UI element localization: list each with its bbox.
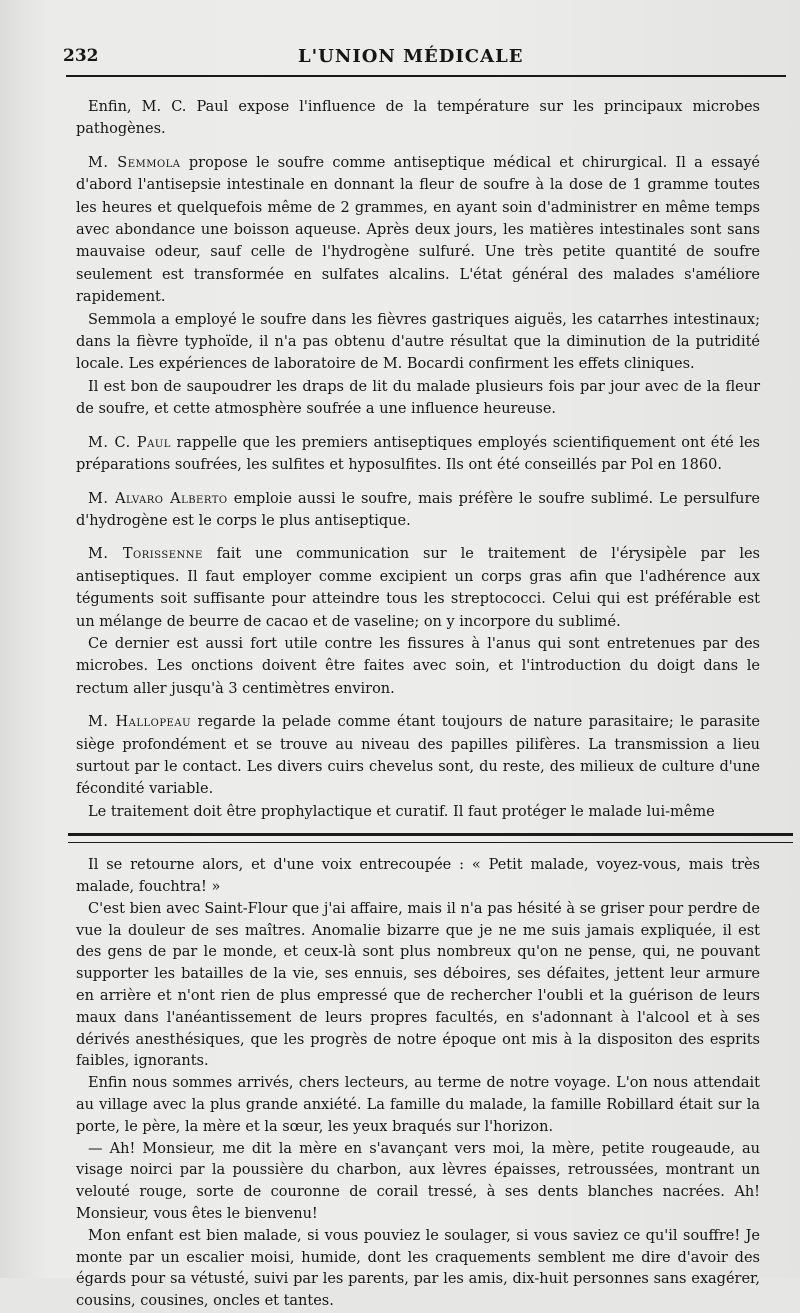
feuilleton-paragraph-3: Enfin nous sommes arrivés, chers lecteurs, au terme de notre voyage. L'on nous attendait au village avec la plus grande anxiété. La famille du malade, la famille Robillard était sur la porte, le père, la mère et la sœur, les yeux braqués sur l'horizon. <box>76 1075 760 1135</box>
speaker-semmola: M. Semmola <box>88 154 181 171</box>
semmola-text: propose le soufre comme antiseptique médical et chirurgical. Il a essayé d'abord l'antisepsie intestinale en donnant la fleur de soufre à la dose de 1 gramme toutes les heures et quelquefois même de 2 grammes, en ayant soin d'administrer en même temps avec abondance une boisson aqueuse. Après deux jours, les matières intestinales sont sans mauvaise odeur, sauf celle de l'hydrogène sulfuré. Une très petite quantité de soufre seulement est transformée en sulfates alcalins. L'état général des malades s'améliore rapidement. <box>76 154 760 306</box>
speaker-torissenne: M. Torissenne <box>88 546 203 563</box>
paragraph-semmola <box>76 152 760 309</box>
running-title: L'UNION MÉDICALE <box>298 46 524 67</box>
page-number: 232 <box>63 46 99 66</box>
feuilleton-paragraph-4: — Ah! Monsieur, me dit la mère en s'avançant vers moi, la mère, petite rougeaude, au visage noirci par la poussière du charbon, aux lèvres épaisses, retroussées, montrant un velouté rouge, sorte de couronne de corail tressé, à ses dents blanches nacrées. Ah! Monsieur, vous êtes le bienvenu! <box>76 1140 760 1222</box>
paragraph-semmola-fevers: Semmola a employé le soufre dans les fièvres gastriques aiguës, les catarrhes intestinaux; dans la fièvre typhoïde, il n'a pas obtenu d'autre résultat que la diminution de la putridité locale. Les expériences de laboratoire de M. Bocardi confirment les effets cliniques. <box>76 311 760 373</box>
torissenne-text: fait une communication sur le traitement de l'érysipèle par les antiseptiques. Il faut employer comme excipient un corps gras afin que l'adhérence aux téguments soit suffisante pour atteindre tous les streptococci. Celui qui est préférable est un mélange de beurre de cacao et de vaseline; on y incorpore du sublimé. <box>76 546 760 630</box>
feuilleton-paragraph-5: Mon enfant est bien malade, si vous pouviez le soulager, si vous saviez ce qu'il souffre! Je monte par un escalier moisi, humide, dont les craquements semblent me dire d'avoir des égards pour sa vétusté, suivi par les parents, par les amis, dix-huit personnes sans exagérer, cousins, cousines, oncles et tantes. <box>76 1227 760 1310</box>
paragraph-fissures: Ce dernier est aussi fort utile contre les fissures à l'anus qui sont entretenues par des microbes. Les onctions doivent être faites avec soin, et l'introduction du doigt dans le rectum aller jusqu'à 3 centimètres environ. <box>76 635 760 697</box>
speaker-c-paul: M. C. Paul <box>88 434 171 451</box>
paragraph-paul-temperature: Enfin, M. C. Paul expose l'influence de la température sur les principaux microbes pathogènes. <box>76 99 760 138</box>
c-paul-text: rappelle que les premiers antiseptiques employés scientifiquement ont été les préparations soufrées, les sulfites et hyposulfites. Ils ont été conseillés par Pol en 1860. <box>76 434 760 474</box>
paragraph-treatment: Le traitement doit être prophylactique et curatif. Il faut protéger le malade lui-même <box>88 803 715 820</box>
alvaro-alberto-text: emploie aussi le soufre, mais préfère le soufre sublimé. Le persulfure d'hydrogène est le corps le plus antiseptique. <box>76 490 761 529</box>
feuilleton-divider <box>68 833 793 843</box>
paragraph-torissenne <box>76 543 760 633</box>
speaker-alvaro-alberto: M. Alvaro Alberto <box>88 490 228 507</box>
feuilleton-paragraph-1: Il se retourne alors, et d'une voix entrecoupée : « Petit malade, voyez-vous, mais très malade, fouchtra! » <box>76 857 760 895</box>
paragraph-alvaro-alberto <box>76 488 760 533</box>
proceedings-section <box>76 96 760 823</box>
hallopeau-text: regarde la pelade comme étant toujours de nature parasitaire; le parasite siège profondément et se trouve au niveau des papilles pilifères. La transmission a lieu surtout par le contact. Les divers cuirs chevelus sont, du reste, des milieux de culture d'une fécondité variable. <box>76 714 760 798</box>
paragraph-c-paul <box>76 432 760 477</box>
feuilleton-section <box>76 855 760 1313</box>
page-header <box>63 40 760 76</box>
feuilleton-paragraph-2: C'est bien avec Saint-Flour que j'ai affaire, mais il n'a pas hésité à se griser pour perdre de vue la douleur de ses maîtres. Anomalie bizarre que je ne me suis jamais expliquée, il est des gens de par le monde, et ceux-là sont plus nombreux qu'on ne pense, qui, ne pouvant supporter les batailles de la vie, ses ennuis, ses déboires, ses défaites, jettent leur armure en arrière et n'ont rien de plus empressé que de rechercher l'oubli et la guérison de leurs maux dans l'anéantissement de leurs propres facultés, en s'adonnant à l'alcool et à ses dérivés anesthésiques, que les progrès de notre époque ont mis à la dispositon des esprits faibles, ignorants. <box>76 900 760 1070</box>
paragraph-sulfur-sheets: Il est bon de saupoudrer les draps de lit du malade plusieurs fois par jour avec de la fleur de soufre, et cette atmosphère soufrée a une influence heureuse. <box>76 378 760 418</box>
paragraph-hallopeau <box>76 711 760 801</box>
header-rule <box>66 75 786 77</box>
speaker-hallopeau: M. Hallopeau <box>88 714 191 731</box>
